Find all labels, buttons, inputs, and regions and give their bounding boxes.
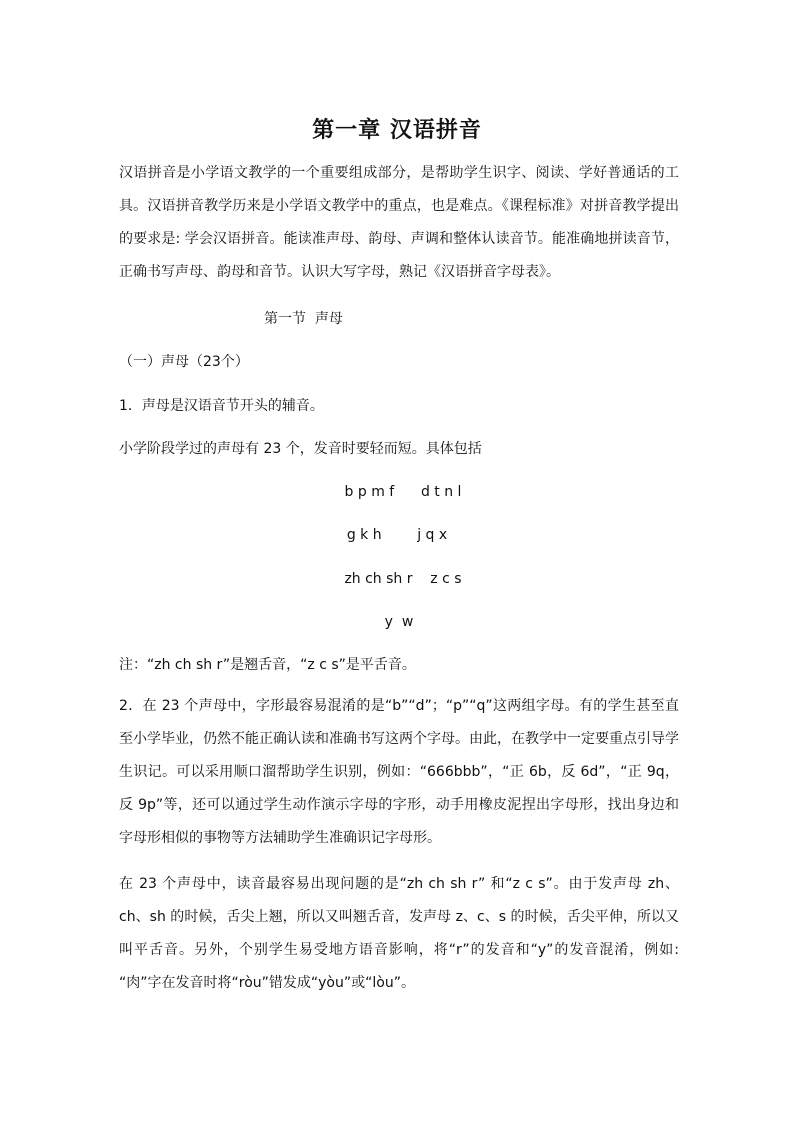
section-title: 第一节 声母 [264, 311, 343, 327]
item-1-detail: 小学阶段学过的声母有 23 个，发音时要轻而短。具体包括 [119, 441, 482, 457]
intro-paragraph: 汉语拼音是小学语文教学的一个重要组成部分，是帮助学生识字、阅读、学好普通话的工具。汉语拼音教学历来是小学语文教学中的重点，也是难点。《课程标准》对拼音教学提出的要求是: 学会汉语拼音。能读准声母、韵母、声调和整体认读音节。能准确地拼读音节，正确书写声母、韵母和音节。认识大写字母，熟记《汉语拼音字母表》。 [119, 165, 679, 280]
item-1: 1．声母是汉语音节开头的辅音。 [119, 398, 324, 414]
chapter-title: 第一章 汉语拼音 [312, 118, 482, 143]
initials-row: g k h j q x [346, 527, 448, 543]
initials-row: b p m f d t n l [344, 484, 462, 500]
initials-row: zh ch sh r z c s [344, 571, 462, 587]
initials-row: y w [384, 614, 414, 630]
item-2-paragraph: 2．在 23 个声母中，字形最容易混淆的是“b”“d”；“p”“q”这两组字母。有的学生甚至直至小学毕业，仍然不能正确认读和准确书写这两个字母。由此，在教学中一定要重点引导学生识记。可以采用顺口溜帮助学生识别，例如：“666bbb”，“正 6b，反 6d”，“正 9q，反 9p”等，还可以通过学生动作演示字母的字形，动手用橡皮泥捏出字母形，找出身边和字母形相似的事物等方法辅助学生准确识记字母形。 [119, 698, 679, 846]
subsection-heading: （一）声母（23个） [119, 354, 249, 370]
item-3-paragraph: 在 23 个声母中，读音最容易出现问题的是“zh ch sh r” 和“z c s”。由于发声母 zh、ch、sh 的时候，舌尖上翘，所以又叫翘舌音，发声母 z、c、s 的时候，舌尖平伸，所以又叫平舌音。另外，个别学生易受地方语音影响，将“r”的发音和“y”的发音混淆，例如: “肉”字在发音时将“ròu”错发成“yòu”或“lòu”。 [119, 876, 679, 991]
note: 注：“zh ch sh r”是翘舌音，“z c s”是平舌音。 [119, 657, 416, 673]
